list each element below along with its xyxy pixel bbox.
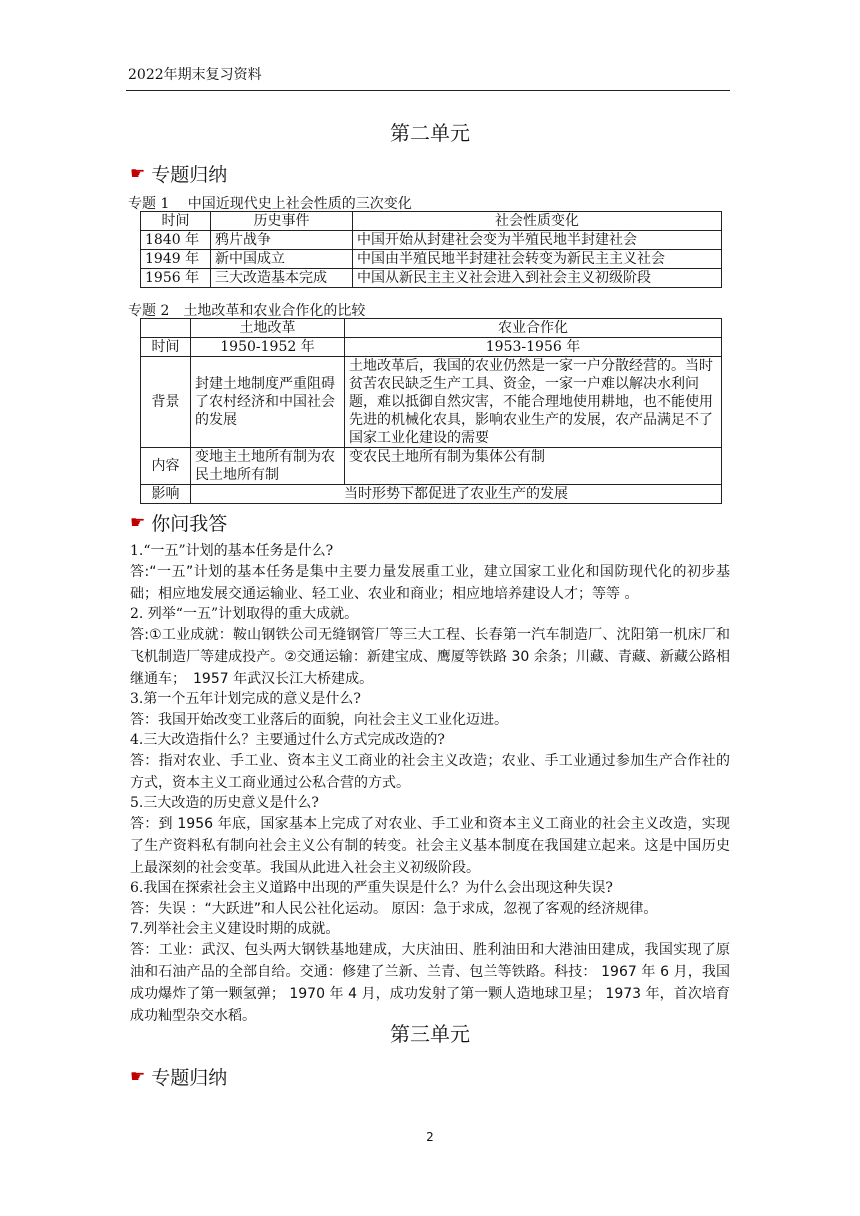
unit2-title: 第二单元 (390, 121, 470, 145)
table-cell: 1950-1952 年 (191, 338, 345, 357)
answer: 答:“一五”计划的基本任务是集中主要力量发展重工业，建立国家工业化和国防现代化的初步基础；相应地发展交通运输业、轻工业、农业和商业；相应地培养建设人才；等等 。 (130, 564, 730, 602)
question: 2. 列举“一五”计划取得的重大成就。 (130, 606, 359, 622)
table-cell: 1949 年 (141, 250, 211, 269)
topic2-table (140, 318, 722, 504)
table-row (141, 269, 722, 288)
row-label: 影响 (141, 485, 191, 504)
question: 6.我国在探索社会主义道路中出现的严重失误是什么？为什么会出现这种失误? (130, 880, 613, 896)
table-row (141, 338, 722, 357)
pointing-hand-icon: ☛ (130, 512, 146, 533)
answer: 答：失误 ：“大跃进”和人民公社化运动。 原因：急于求成，忽视了客观的经济规律。 (130, 901, 658, 917)
topic1-caption: 专题 1 中国近现代史上社会性质的三次变化 (128, 196, 412, 212)
table-cell: 1956 年 (141, 269, 211, 288)
table-cell: 1840 年 (141, 231, 211, 250)
answer: 答:①工业成就：鞍山钢铁公司无缝钢管厂等三大工程、长春第一汽车制造厂、沈阳第一机床厂和飞机制造厂等建成投产。②交通运输：新建宝成、鹰厦等铁路 30 余条；川藏、青藏、新藏公路相继通车； 1957 年武汉长江大桥建成。 (130, 627, 730, 687)
row-label: 内容 (141, 448, 191, 485)
section-qa-heading (130, 509, 227, 536)
table-cell: 中国由半殖民地半封建社会转变为新民主主义社会 (353, 250, 722, 269)
table-header-cell: 历史事件 (211, 212, 353, 231)
table-header-cell: 社会性质变化 (353, 212, 722, 231)
pointing-hand-icon: ☛ (130, 1066, 146, 1087)
table-row (141, 357, 722, 448)
table-cell: 当时形势下都促进了农业生产的发展 (191, 485, 722, 504)
answer: 答：指对农业、手工业、资本主义工商业的社会主义改造；农业、手工业通过参加生产合作社的方式，资本主义工商业通过公私合营的方式。 (130, 753, 730, 791)
table-header-row (141, 319, 722, 338)
table-header-cell (141, 319, 191, 338)
table-cell: 中国从新民主主义社会进入到社会主义初级阶段 (353, 269, 722, 288)
table-header-row (141, 212, 722, 231)
table-row (141, 448, 722, 485)
table-cell: 三大改造基本完成 (211, 269, 353, 288)
row-label: 背景 (141, 357, 191, 448)
answer: 答：我国开始改变工业落后的面貌，向社会主义工业化迈进。 (130, 712, 508, 728)
question: 4.三大改造指什么？主要通过什么方式完成改造的? (130, 732, 445, 748)
topic1-table (140, 211, 722, 288)
row-label: 时间 (141, 338, 191, 357)
pointing-hand-icon: ☛ (130, 163, 146, 184)
table-header-cell: 农业合作化 (345, 319, 722, 338)
header-rule (126, 90, 730, 91)
unit3-title: 第三单元 (390, 1022, 470, 1046)
table-cell: 新中国成立 (211, 250, 353, 269)
section-summary-heading-2 (130, 1063, 227, 1090)
question: 7.列举社会主义建设时期的成就。 (130, 921, 340, 937)
table-cell: 1953-1956 年 (345, 338, 722, 357)
table-row (141, 250, 722, 269)
answer: 答：到 1956 年底，国家基本上完成了对农业、手工业和资本主义工商业的社会主义改造，实现了生产资料私有制向社会主义公有制的转变。社会主义基本制度在我国建立起来。这是中国历史上最深刻的社会变革。我国从此进入社会主义初级阶段。 (130, 816, 730, 876)
section-summary-heading (130, 160, 227, 187)
section-summary-label: 专题归纳 (151, 164, 228, 186)
page-number: 2 (426, 1130, 434, 1144)
table-cell: 封建土地制度严重阻碍了农村经济和中国社会的发展 (191, 357, 345, 448)
question: 1.“一五”计划的基本任务是什么? (130, 543, 334, 559)
qa-list (130, 542, 730, 1027)
section-summary-label: 专题归纳 (151, 1067, 228, 1089)
table-header-cell: 土地改革 (191, 319, 345, 338)
topic2-caption: 专题 2 土地改革和农业合作化的比较 (128, 303, 366, 319)
question: 3.第一个五年计划完成的意义是什么? (130, 691, 361, 707)
table-cell: 鸦片战争 (211, 231, 353, 250)
table-cell: 中国开始从封建社会变为半殖民地半封建社会 (353, 231, 722, 250)
table-cell: 土地改革后，我国的农业仍然是一家一户分散经营的。当时贫苦农民缺乏生产工具、资金，一家一户难以解决水利问题，难以抵御自然灾害，不能合理地使用耕地，也不能使用先进的机械化农具，影响农业生产的发展，农产品满足不了国家工业化建设的需要 (345, 357, 722, 448)
table-cell: 变地主土地所有制为农民土地所有制 (191, 448, 345, 485)
table-row (141, 485, 722, 504)
table-header-cell: 时间 (141, 212, 211, 231)
section-qa-label: 你问我答 (151, 513, 228, 535)
page-header: 2022年期末复习资料 (128, 67, 262, 83)
question: 5.三大改造的历史意义是什么? (130, 795, 319, 811)
table-row (141, 231, 722, 250)
answer: 答：工业：武汉、包头两大钢铁基地建成，大庆油田、胜利油田和大港油田建成，我国实现了原油和石油产品的全部自给。交通：修建了兰新、兰青、包兰等铁路。科技： 1967 年 6 月，我国成功爆炸了第一颗氢弹； 1970 年 4 月，成功发射了第一颗人造地球卫星； 1973 年，首次培育成功籼型杂交水稻。 (130, 942, 730, 1024)
table-cell: 变农民土地所有制为集体公有制 (345, 448, 722, 485)
